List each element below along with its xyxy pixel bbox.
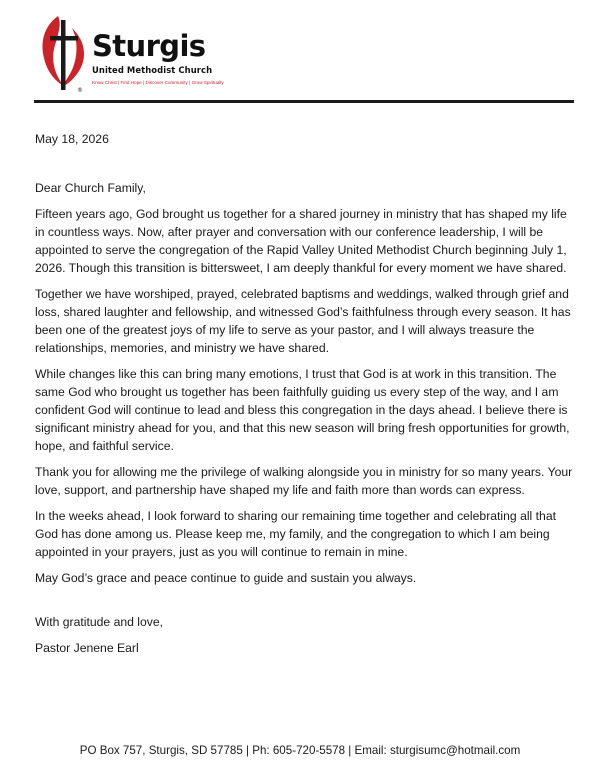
header-divider: [34, 100, 574, 103]
letter-body: [35, 130, 575, 657]
letter-paragraph: Together we have worshiped, prayed, celebrated baptisms and weddings, walked through grief and loss, shared laughter and fellowship, and witnessed God’s faithfulness through every season. It has been one of the greatest joys of my life to serve as your pastor, and I will always treasure the relationships, memories, and ministry we have shared.: [35, 287, 571, 355]
letter-closing: With gratitude and love,: [35, 615, 164, 629]
cross-and-flame-icon: [38, 12, 90, 94]
letter-paragraph: Thank you for allowing me the privilege of walking alongside you in ministry for so many years. Your love, support, and partnership have shaped my life and faith more than words can express.: [35, 465, 573, 497]
letter-salutation: Dear Church Family,: [35, 181, 146, 195]
letter-paragraph: May God’s grace and peace continue to guide and sustain you always.: [35, 571, 417, 585]
letterhead: [38, 8, 278, 94]
letter-paragraph: In the weeks ahead, I look forward to sharing our remaining time together and celebrating all that God has done among us. Please keep me, my family, and the congregation to which I am being appointed in your prayers, just as you will continue to remain in mine.: [35, 509, 556, 559]
registered-mark: ®: [77, 87, 83, 94]
letter-paragraph: Fifteen years ago, God brought us together for a shared journey in ministry that has shaped my life in countless ways. Now, after prayer and conversation with our conference leadership, I will be appointed to serve the congregation of the Rapid Valley United Methodist Church beginning July 1, 2026. Though this transition is bittersweet, I am deeply thankful for every moment we have shared.: [35, 207, 567, 275]
org-tagline: Know Christ | Find Hope | Discover Community | Grow Spiritually: [92, 80, 224, 85]
org-subtitle: United Methodist Church: [92, 65, 213, 75]
letter-signature: Pastor Jenene Earl: [35, 641, 139, 655]
letter-paragraph: While changes like this can bring many emotions, I trust that God is at work in this transition. The same God who brought us together has been faithfully guiding us every step of the way, and I am confident God will continue to lead and bless this congregation in the days ahead. I believe there is significant ministry ahead for you, and that this new season will bring fresh opportunities for growth, hope, and faithful service.: [35, 367, 570, 453]
org-name: Sturgis: [92, 29, 206, 63]
letter-date: May 18, 2026: [35, 132, 109, 146]
footer-contact: PO Box 757, Sturgis, SD 57785 | Ph: 605-720-5578 | Email: sturgisumc@hotmail.com: [79, 744, 521, 757]
